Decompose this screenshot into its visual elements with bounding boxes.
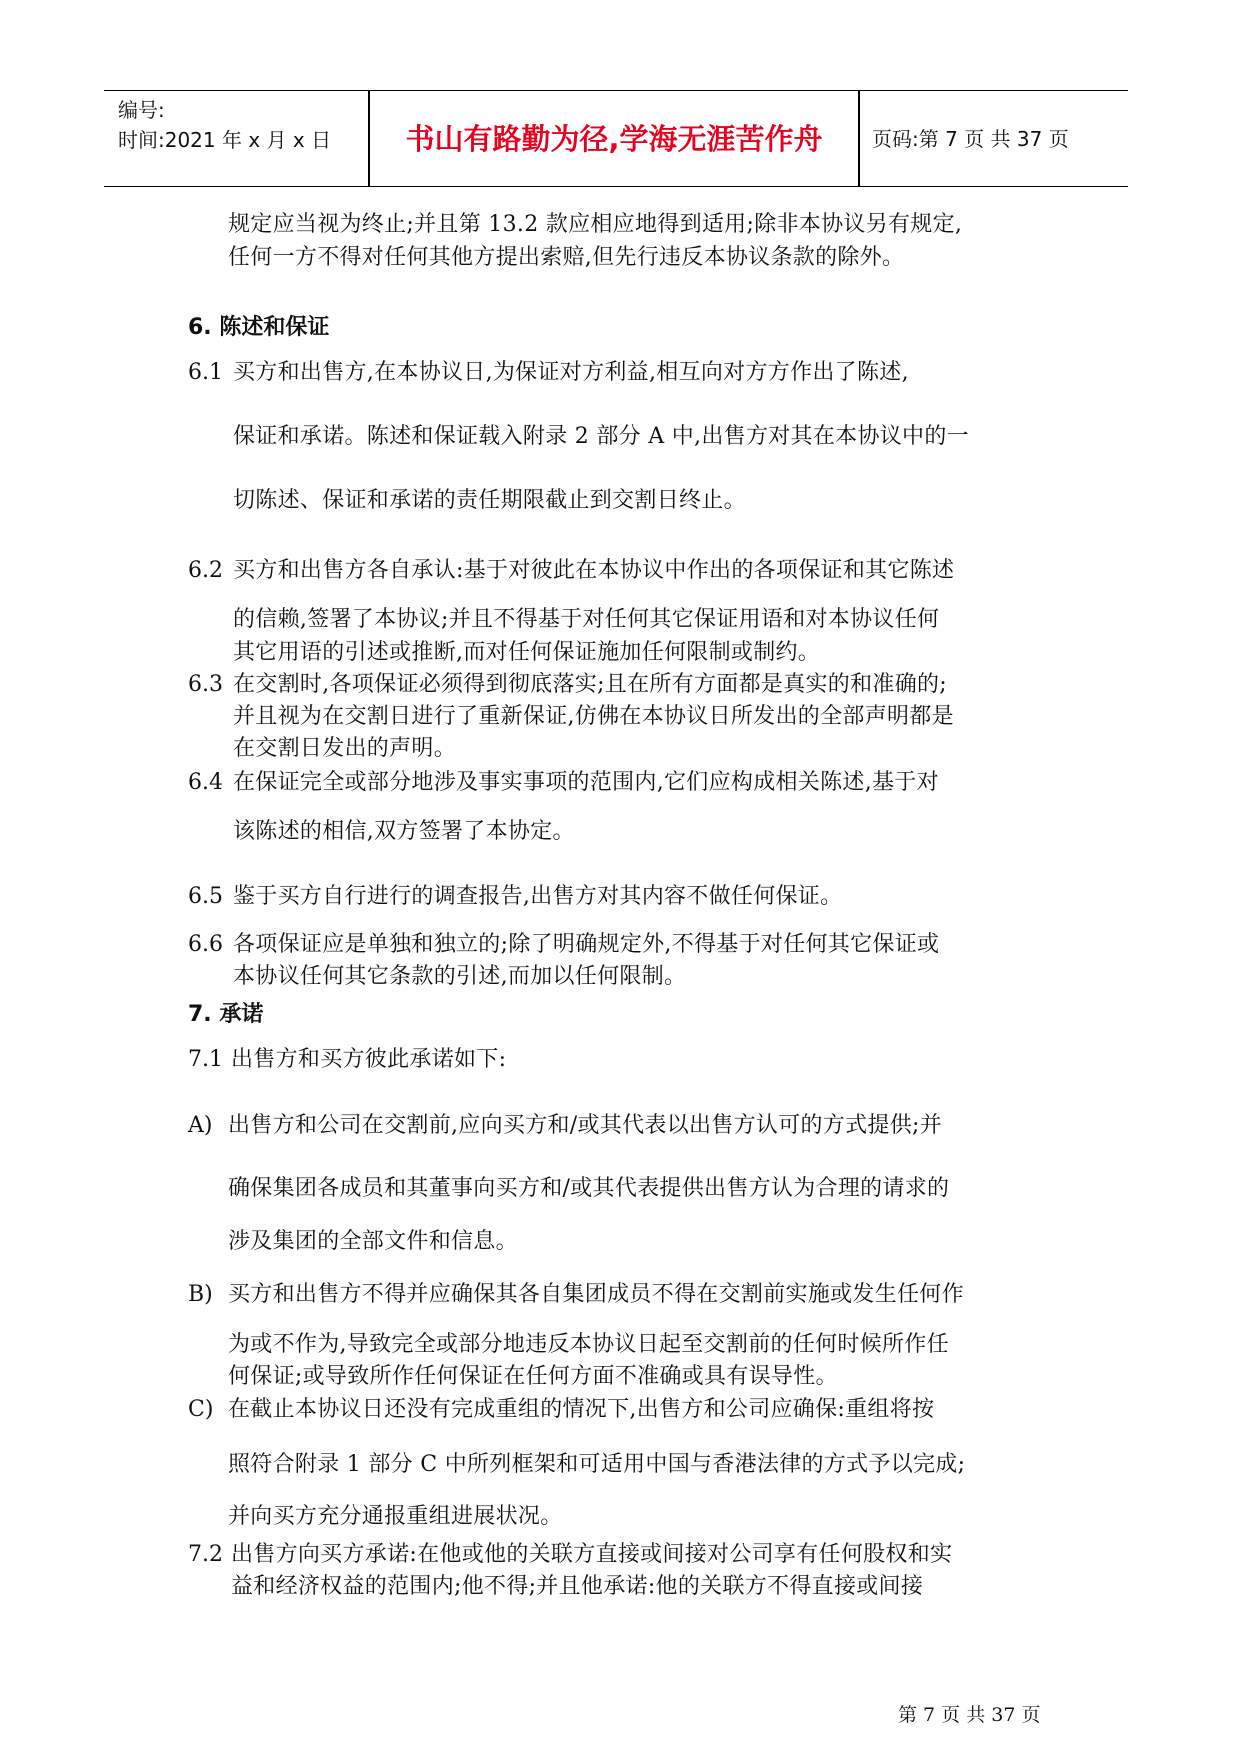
clause-number: 7.1 — [188, 1047, 223, 1072]
clause-number: 6.1 — [188, 360, 223, 385]
document-number-label: 编号: — [118, 98, 165, 122]
clause-line: 出售方向买方承诺:在他或他的关联方直接或间接对公司享有任何股权和实 — [231, 1542, 953, 1567]
clause-line: 的信赖,签署了本协议;并且不得基于对任何其它保证用语和对本协议任何 — [233, 607, 940, 632]
clause-line: 在交割时,各项保证必须得到彻底落实;且在所有方面都是真实的和准确的; — [233, 672, 948, 697]
section-heading: 6. 陈述和保证 — [188, 315, 330, 340]
clause-number: 6.3 — [188, 672, 223, 697]
clause-line: 涉及集团的全部文件和信息。 — [228, 1229, 518, 1254]
clause-line: 本协议任何其它条款的引述,而加以任何限制。 — [233, 964, 687, 989]
clause-line: 切陈述、保证和承诺的责任期限截止到交割日终止。 — [233, 488, 746, 513]
page-header — [104, 90, 1128, 187]
clause-number: 6.5 — [188, 884, 223, 909]
clause-line: 为或不作为,导致完全或部分地违反本协议日起至交割前的任何时候所作任 — [228, 1332, 949, 1357]
clause-line: 出售方和买方彼此承诺如下: — [231, 1047, 507, 1072]
header-motto: 书山有路勤为径,学海无涯苦作舟 — [405, 122, 823, 156]
clause-line: 买方和出售方不得并应确保其各自集团成员不得在交割前实施或发生任何作 — [228, 1282, 964, 1307]
paragraph-line: 任何一方不得对任何其他方提出索赔,但先行违反本协议条款的除外。 — [228, 245, 905, 270]
clause-number: A) — [188, 1113, 213, 1138]
clause-line: 何保证;或导致所作任何保证在任何方面不准确或具有误导性。 — [228, 1364, 838, 1389]
clause-number: C) — [188, 1397, 214, 1422]
clause-line: 买方和出售方各自承认:基于对彼此在本协议中作出的各项保证和其它陈述 — [233, 558, 955, 583]
clause-line: 益和经济权益的范围内;他不得;并且他承诺:他的关联方不得直接或间接 — [231, 1574, 924, 1599]
clause-number: B) — [188, 1282, 213, 1307]
clause-number: 6.2 — [188, 558, 223, 583]
document-time-label: 时间:2021 年 x 月 x 日 — [118, 128, 332, 152]
clause-line: 在截止本协议日还没有完成重组的情况下,出售方和公司应确保:重组将按 — [228, 1397, 935, 1422]
clause-line: 其它用语的引述或推断,而对任何保证施加任何限制或制约。 — [233, 640, 821, 665]
clause-line: 各项保证应是单独和独立的;除了明确规定外,不得基于对任何其它保证或 — [233, 932, 940, 957]
clause-line: 买方和出售方,在本协议日,为保证对方利益,相互向对方方作出了陈述, — [233, 360, 909, 385]
clause-number: 6.6 — [188, 932, 223, 957]
clause-line: 在交割日发出的声明。 — [233, 736, 457, 761]
page-footer: 第 7 页 共 37 页 — [898, 1704, 1041, 1726]
clause-line: 鉴于买方自行进行的调查报告,出售方对其内容不做任何保证。 — [233, 884, 843, 909]
clause-line: 确保集团各成员和其董事向买方和/或其代表提供出售方认为合理的请求的 — [228, 1176, 950, 1201]
clause-line: 并向买方充分通报重组进展状况。 — [228, 1504, 563, 1529]
header-divider — [858, 91, 860, 186]
header-meta — [118, 95, 331, 155]
clause-line: 在保证完全或部分地涉及事实事项的范围内,它们应构成相关陈述,基于对 — [233, 770, 939, 795]
clause-line: 该陈述的相信,双方签署了本协定。 — [233, 819, 575, 844]
clause-number: 6.4 — [188, 770, 223, 795]
paragraph-line: 规定应当视为终止;并且第 13.2 款应相应地得到适用;除非本协议另有规定, — [228, 212, 963, 237]
clause-line: 照符合附录 1 部分 C 中所列框架和可适用中国与香港法律的方式予以完成; — [228, 1452, 966, 1477]
section-heading: 7. 承诺 — [188, 1002, 264, 1027]
clause-line: 出售方和公司在交割前,应向买方和/或其代表以出售方认可的方式提供;并 — [228, 1113, 943, 1138]
clause-line: 并且视为在交割日进行了重新保证,仿佛在本协议日所发出的全部声明都是 — [233, 704, 954, 729]
header-page-label: 页码:第 7 页 共 37 页 — [872, 127, 1069, 151]
clause-line: 保证和承诺。陈述和保证载入附录 2 部分 A 中,出售方对其在本协议中的一 — [233, 424, 969, 449]
clause-number: 7.2 — [188, 1542, 223, 1567]
